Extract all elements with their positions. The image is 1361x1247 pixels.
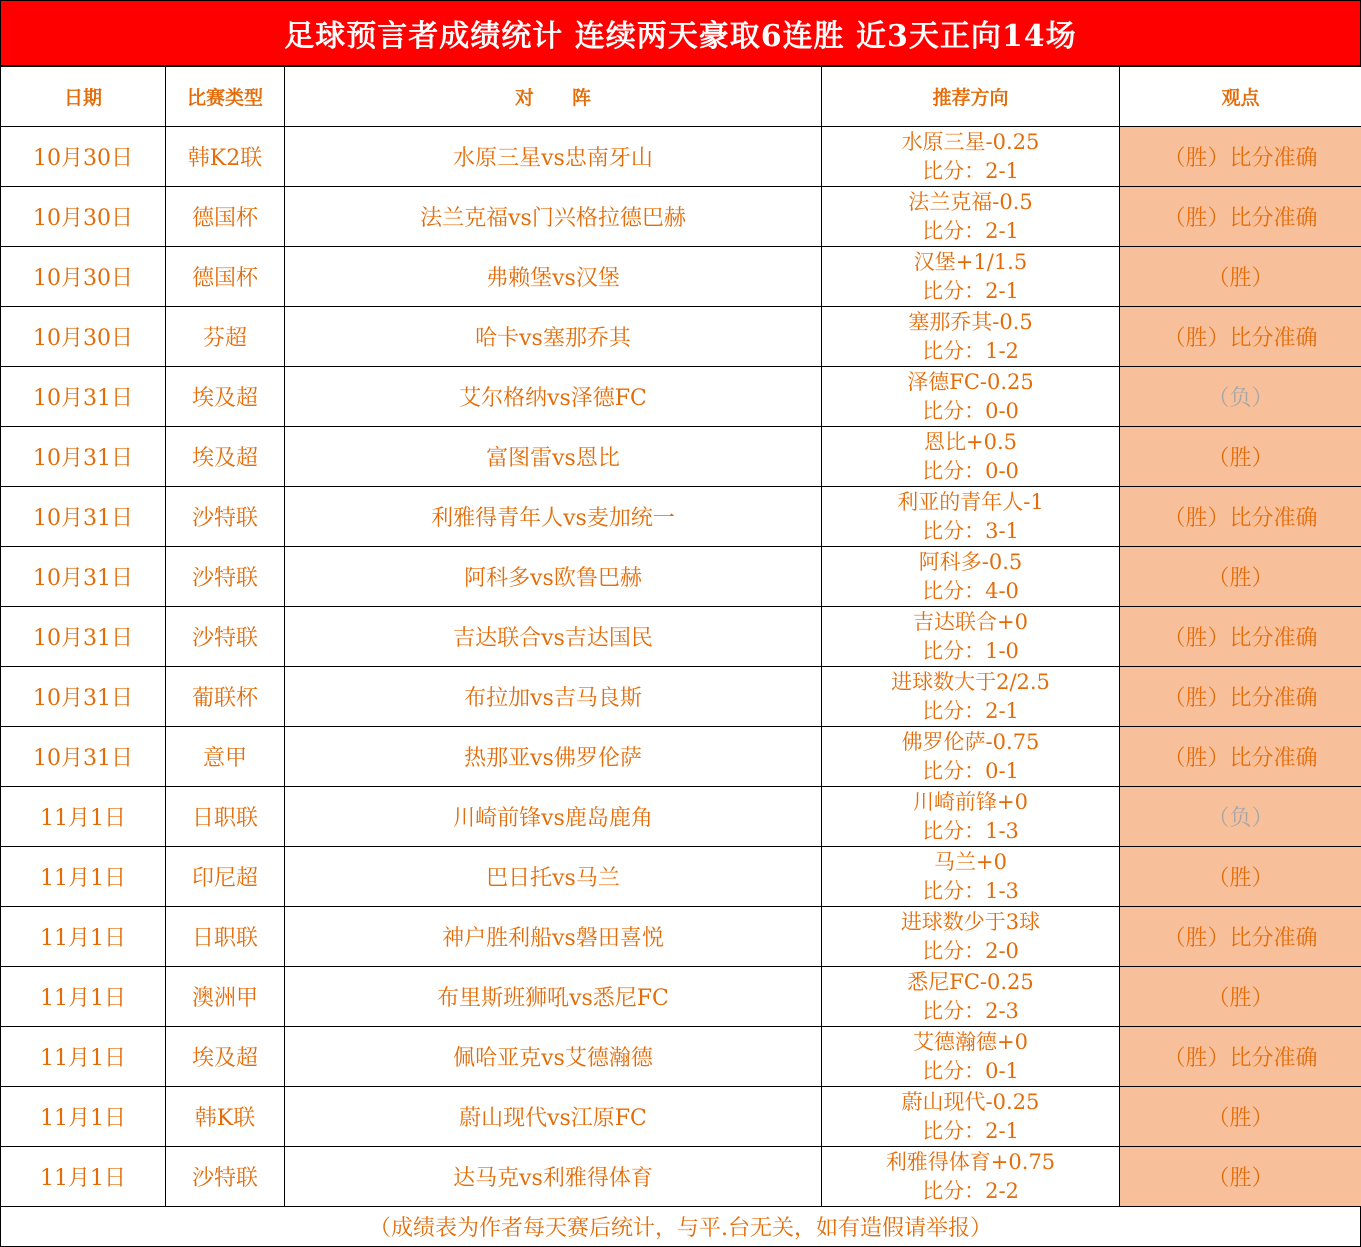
opinion-cell: （胜） <box>1120 847 1361 907</box>
pick-text: 佛罗伦萨-0.75 <box>901 729 1040 754</box>
table-row <box>1 487 1361 547</box>
pick-text: 汉堡+1/1.5 <box>913 249 1028 274</box>
recommendation-cell <box>822 547 1120 607</box>
header-date: 日期 <box>1 67 166 127</box>
table-row <box>1 727 1361 787</box>
score-text: 比分：2-2 <box>922 1178 1019 1203</box>
match-cell: 蔚山现代vs江原FC <box>285 1087 822 1147</box>
header-row <box>1 67 1361 127</box>
league-cell: 澳洲甲 <box>166 967 285 1027</box>
recommendation-cell <box>822 487 1120 547</box>
score-text: 比分：2-3 <box>922 998 1019 1023</box>
league-cell: 印尼超 <box>166 847 285 907</box>
recommendation-cell <box>822 367 1120 427</box>
pick-text: 艾德瀚德+0 <box>913 1029 1028 1054</box>
match-cell: 吉达联合vs吉达国民 <box>285 607 822 667</box>
table-row <box>1 607 1361 667</box>
pick-text: 泽德FC-0.25 <box>907 369 1034 394</box>
recommendation-cell <box>822 187 1120 247</box>
opinion-cell: （负） <box>1120 367 1361 427</box>
match-cell: 巴日托vs马兰 <box>285 847 822 907</box>
score-text: 比分：1-3 <box>922 818 1019 843</box>
league-cell: 日职联 <box>166 907 285 967</box>
header-match: 对 阵 <box>285 67 822 127</box>
date-cell: 11月1日 <box>1 1147 166 1207</box>
recommendation-cell <box>822 1087 1120 1147</box>
pick-text: 川崎前锋+0 <box>913 789 1028 814</box>
header-league: 比赛类型 <box>166 67 285 127</box>
date-cell: 11月1日 <box>1 907 166 967</box>
match-cell: 哈卡vs塞那乔其 <box>285 307 822 367</box>
table-row <box>1 547 1361 607</box>
league-cell: 埃及超 <box>166 1027 285 1087</box>
league-cell: 芬超 <box>166 307 285 367</box>
table-row <box>1 307 1361 367</box>
score-text: 比分：0-1 <box>922 1058 1019 1083</box>
score-text: 比分：2-1 <box>922 1118 1019 1143</box>
pick-text: 利雅得体育+0.75 <box>885 1149 1056 1174</box>
table-row <box>1 1147 1361 1207</box>
league-cell: 埃及超 <box>166 367 285 427</box>
score-text: 比分：3-1 <box>922 518 1019 543</box>
league-cell: 意甲 <box>166 727 285 787</box>
opinion-cell: （胜）比分准确 <box>1120 907 1361 967</box>
match-cell: 热那亚vs佛罗伦萨 <box>285 727 822 787</box>
match-cell: 艾尔格纳vs泽德FC <box>285 367 822 427</box>
match-cell: 川崎前锋vs鹿岛鹿角 <box>285 787 822 847</box>
opinion-cell: （胜） <box>1120 247 1361 307</box>
league-cell: 沙特联 <box>166 607 285 667</box>
match-cell: 布拉加vs吉马良斯 <box>285 667 822 727</box>
opinion-cell: （胜）比分准确 <box>1120 487 1361 547</box>
score-text: 比分：1-2 <box>922 338 1019 363</box>
match-cell: 水原三星vs忠南牙山 <box>285 127 822 187</box>
pick-text: 法兰克福-0.5 <box>908 189 1033 214</box>
date-cell: 11月1日 <box>1 1087 166 1147</box>
recommendation-cell <box>822 247 1120 307</box>
score-text: 比分：2-1 <box>922 218 1019 243</box>
pick-text: 塞那乔其-0.5 <box>908 309 1033 334</box>
table-row <box>1 667 1361 727</box>
opinion-cell: （胜） <box>1120 547 1361 607</box>
table-row <box>1 247 1361 307</box>
sheet-title: 足球预言者成绩统计 连续两天豪取6连胜 近3天正向14场 <box>0 0 1361 66</box>
header-opinion: 观点 <box>1120 67 1361 127</box>
header-recommendation: 推荐方向 <box>822 67 1120 127</box>
table-row <box>1 427 1361 487</box>
recommendation-cell <box>822 787 1120 847</box>
pick-text: 蔚山现代-0.25 <box>901 1089 1040 1114</box>
match-cell: 利雅得青年人vs麦加统一 <box>285 487 822 547</box>
pick-text: 马兰+0 <box>934 849 1007 874</box>
league-cell: 德国杯 <box>166 247 285 307</box>
pick-text: 吉达联合+0 <box>913 609 1028 634</box>
match-cell: 佩哈亚克vs艾德瀚德 <box>285 1027 822 1087</box>
pick-text: 进球数少于3球 <box>900 909 1041 934</box>
recommendation-cell <box>822 967 1120 1027</box>
table-row <box>1 127 1361 187</box>
table-row <box>1 787 1361 847</box>
opinion-cell: （胜）比分准确 <box>1120 607 1361 667</box>
date-cell: 10月31日 <box>1 667 166 727</box>
date-cell: 10月31日 <box>1 427 166 487</box>
league-cell: 葡联杯 <box>166 667 285 727</box>
pick-text: 水原三星-0.25 <box>901 129 1040 154</box>
date-cell: 10月30日 <box>1 247 166 307</box>
score-text: 比分：0-1 <box>922 758 1019 783</box>
date-cell: 11月1日 <box>1 967 166 1027</box>
opinion-cell: （胜） <box>1120 1087 1361 1147</box>
opinion-cell: （胜） <box>1120 967 1361 1027</box>
league-cell: 沙特联 <box>166 1147 285 1207</box>
league-cell: 韩K联 <box>166 1087 285 1147</box>
match-cell: 富图雷vs恩比 <box>285 427 822 487</box>
recommendation-cell <box>822 907 1120 967</box>
recommendation-cell <box>822 1147 1120 1207</box>
results-body <box>1 127 1361 1207</box>
date-cell: 10月31日 <box>1 367 166 427</box>
pick-text: 阿科多-0.5 <box>918 549 1023 574</box>
recommendation-cell <box>822 667 1120 727</box>
opinion-cell: （胜）比分准确 <box>1120 1027 1361 1087</box>
opinion-cell: （胜）比分准确 <box>1120 127 1361 187</box>
date-cell: 11月1日 <box>1 847 166 907</box>
league-cell: 德国杯 <box>166 187 285 247</box>
score-text: 比分：2-0 <box>922 938 1019 963</box>
date-cell: 10月31日 <box>1 607 166 667</box>
league-cell: 埃及超 <box>166 427 285 487</box>
pick-text: 悉尼FC-0.25 <box>907 969 1034 994</box>
date-cell: 10月30日 <box>1 187 166 247</box>
match-cell: 阿科多vs欧鲁巴赫 <box>285 547 822 607</box>
opinion-cell: （负） <box>1120 787 1361 847</box>
date-cell: 11月1日 <box>1 1027 166 1087</box>
opinion-cell: （胜）比分准确 <box>1120 667 1361 727</box>
match-cell: 达马克vs利雅得体育 <box>285 1147 822 1207</box>
league-cell: 沙特联 <box>166 487 285 547</box>
league-cell: 沙特联 <box>166 547 285 607</box>
footer-note: （成绩表为作者每天赛后统计，与平.台无关，如有造假请举报） <box>0 1206 1361 1247</box>
pick-text: 利亚的青年人-1 <box>897 489 1044 514</box>
opinion-cell: （胜）比分准确 <box>1120 187 1361 247</box>
table-row <box>1 967 1361 1027</box>
date-cell: 11月1日 <box>1 787 166 847</box>
date-cell: 10月30日 <box>1 307 166 367</box>
score-text: 比分：1-3 <box>922 878 1019 903</box>
date-cell: 10月30日 <box>1 127 166 187</box>
table-row <box>1 907 1361 967</box>
score-text: 比分：4-0 <box>922 578 1019 603</box>
recommendation-cell <box>822 307 1120 367</box>
score-text: 比分：0-0 <box>922 458 1019 483</box>
table-row <box>1 1027 1361 1087</box>
score-text: 比分：2-1 <box>922 158 1019 183</box>
match-cell: 法兰克福vs门兴格拉德巴赫 <box>285 187 822 247</box>
table-row <box>1 1087 1361 1147</box>
recommendation-cell <box>822 607 1120 667</box>
recommendation-cell <box>822 127 1120 187</box>
score-text: 比分：1-0 <box>922 638 1019 663</box>
table-row <box>1 847 1361 907</box>
date-cell: 10月31日 <box>1 727 166 787</box>
league-cell: 日职联 <box>166 787 285 847</box>
recommendation-cell <box>822 847 1120 907</box>
score-text: 比分：2-1 <box>922 278 1019 303</box>
opinion-cell: （胜）比分准确 <box>1120 307 1361 367</box>
date-cell: 10月31日 <box>1 547 166 607</box>
recommendation-cell <box>822 427 1120 487</box>
score-text: 比分：0-0 <box>922 398 1019 423</box>
pick-text: 恩比+0.5 <box>924 429 1017 454</box>
score-text: 比分：2-1 <box>922 698 1019 723</box>
results-table <box>0 66 1361 1207</box>
match-cell: 布里斯班狮吼vs悉尼FC <box>285 967 822 1027</box>
match-cell: 神户胜利船vs磐田喜悦 <box>285 907 822 967</box>
table-row <box>1 187 1361 247</box>
table-row <box>1 367 1361 427</box>
pick-text: 进球数大于2/2.5 <box>891 669 1050 694</box>
recommendation-cell <box>822 727 1120 787</box>
opinion-cell: （胜） <box>1120 1147 1361 1207</box>
date-cell: 10月31日 <box>1 487 166 547</box>
opinion-cell: （胜） <box>1120 427 1361 487</box>
recommendation-cell <box>822 1027 1120 1087</box>
opinion-cell: （胜）比分准确 <box>1120 727 1361 787</box>
league-cell: 韩K2联 <box>166 127 285 187</box>
match-cell: 弗赖堡vs汉堡 <box>285 247 822 307</box>
